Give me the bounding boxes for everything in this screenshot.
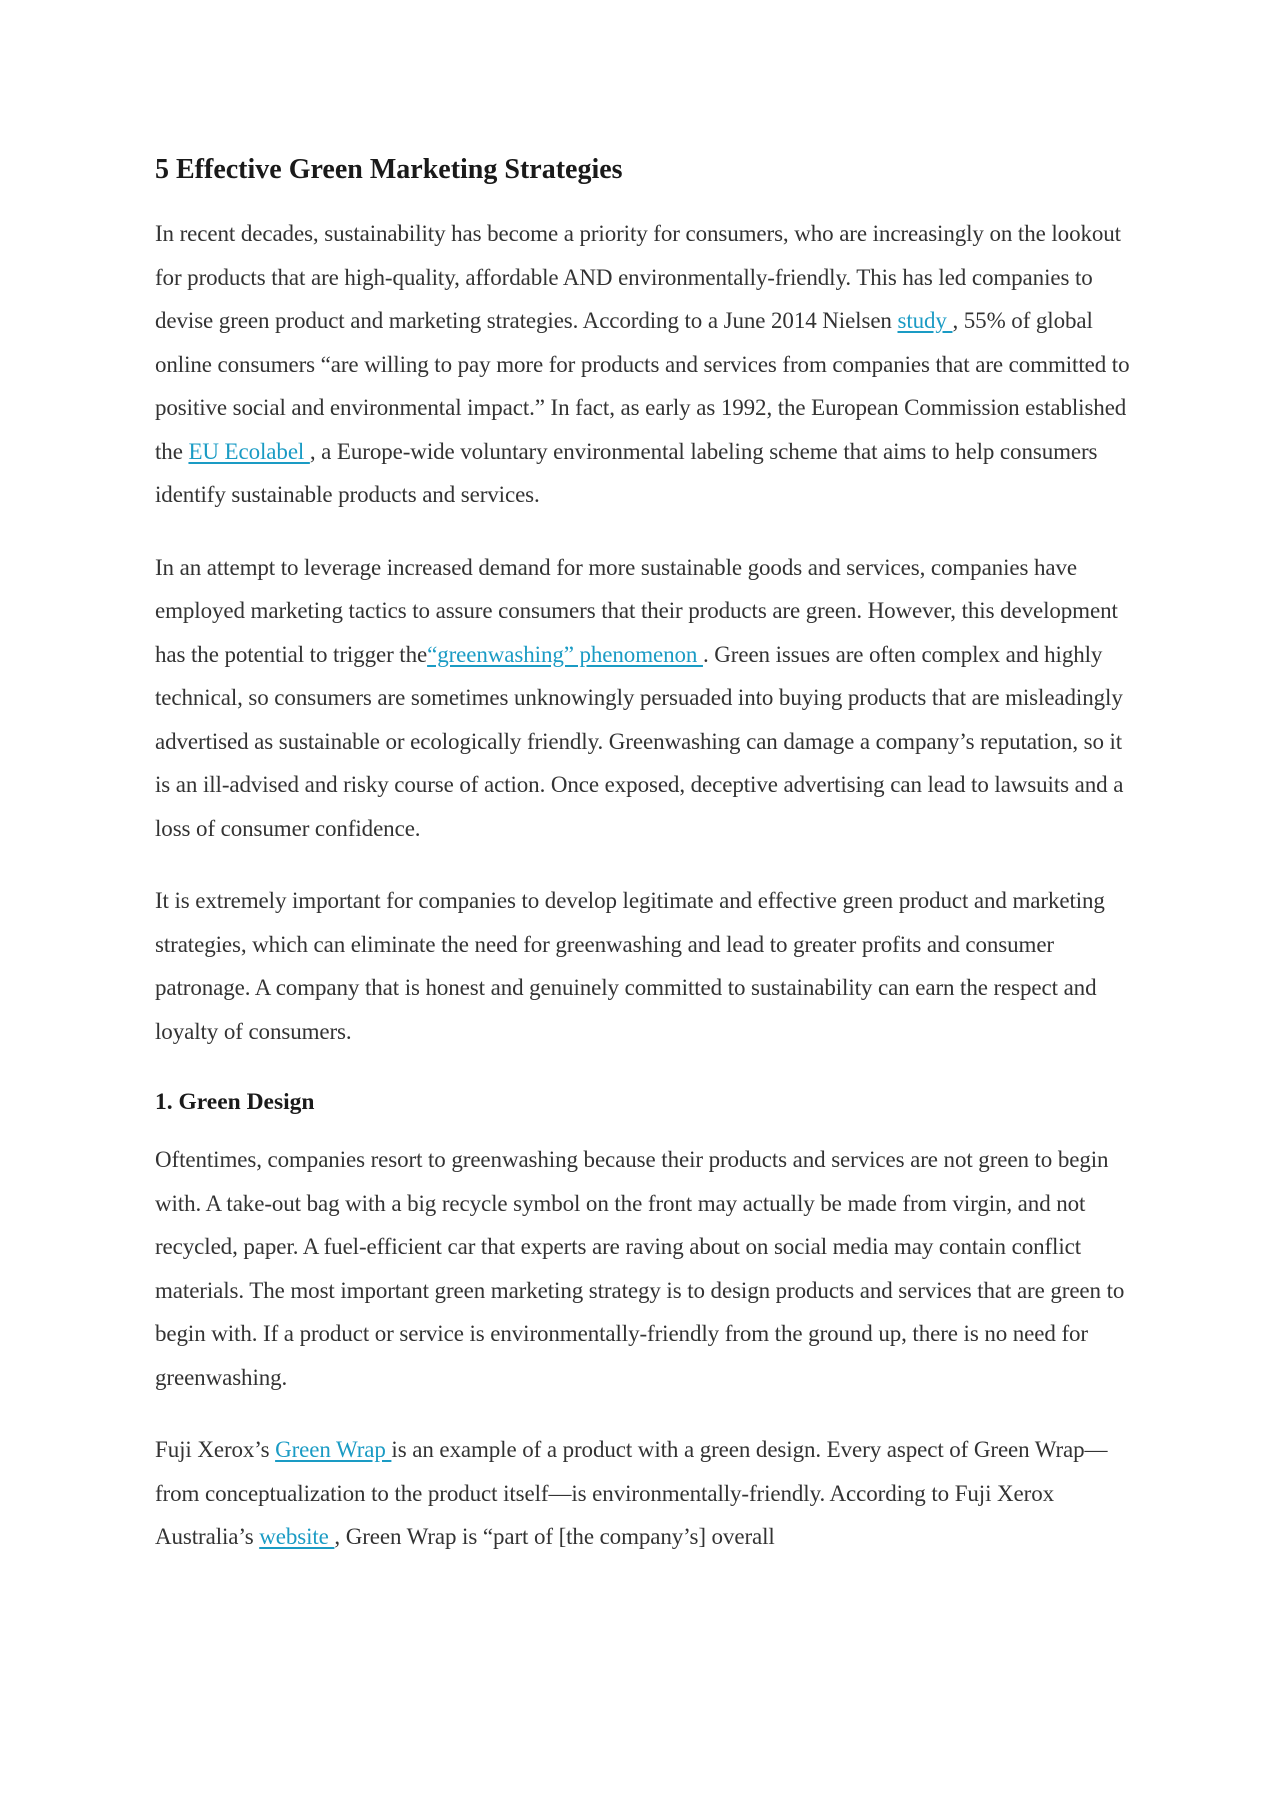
greenwashing-link[interactable]: “greenwashing” phenomenon (427, 641, 703, 667)
website-link[interactable]: website (259, 1524, 335, 1549)
study-link[interactable]: study (897, 308, 953, 333)
text-run: , Green Wrap is “part of [the company’s] overall (334, 1524, 775, 1549)
intro-paragraph-2 (155, 546, 1135, 851)
text-run: , 55% of global online consumers “are willing to pay more for products and services from companies that are committed to positive social and environmental impact.” In fact, as early as 1992, the European Commission established the (155, 308, 1130, 464)
green-design-paragraph-2 (155, 1428, 1135, 1559)
text-run: In recent decades, sustainability has become a priority for consumers, who are increasingly on the lookout for products that are high-quality, affordable AND environmentally-friendly. This has led companies to devise green product and marketing strategies. According to a June 2014 Nielsen (155, 221, 1121, 333)
text-run: In an attempt to leverage increased demand for more sustainable goods and services, companies have employed marketing tactics to assure consumers that their products are green. However, this development has the potential to trigger the (155, 554, 1118, 667)
text-run: Fuji Xerox’s (155, 1437, 276, 1462)
section-heading-green-design: 1. Green Design (155, 1089, 315, 1115)
text-run: is an example of a product with a green design. Every aspect of Green Wrap—from conceptualization to the product itself—is environmentally-friendly. According to Fuji Xerox Australia’s (155, 1437, 1108, 1549)
text-run: . Green issues are often complex and highly technical, so consumers are sometimes unknowingly persuaded into buying products that are misleadingly advertised as sustainable or ecologically friendly. Greenwashing can damage a company’s reputation, so it is an ill-advised and risky course of action. Once exposed, deceptive advertising can lead to lawsuits and a loss of consumer confidence. (155, 641, 1124, 841)
text-run: , a Europe-wide voluntary environmental labeling scheme that aims to help consumers identify sustainable products and services. (155, 438, 1098, 507)
page-title: 5 Effective Green Marketing Strategies (155, 154, 623, 185)
green-wrap-link[interactable]: Green Wrap (275, 1437, 392, 1462)
eu-ecolabel-link[interactable]: EU Ecolabel (188, 438, 310, 464)
document-page (155, 150, 1135, 1588)
intro-paragraph-3: It is extremely important for companies to develop legitimate and effective green product and marketing strategies, which can eliminate the need for greenwashing and lead to greater profits and consumer patronage. A company that is honest and genuinely committed to sustainability can earn the respect and loyalty of consumers. (155, 888, 1105, 1044)
intro-paragraph-1 (155, 212, 1135, 517)
green-design-paragraph-1: Oftentimes, companies resort to greenwashing because their products and services are not green to begin with. A take-out bag with a big recycle symbol on the front may actually be made from virgin, and not recycled, paper. A fuel-efficient car that experts are raving about on social media may contain conflict materials. The most important green marketing strategy is to design products and services that are green to begin with. If a product or service is environmentally-friendly from the ground up, there is no need for greenwashing. (155, 1147, 1125, 1390)
